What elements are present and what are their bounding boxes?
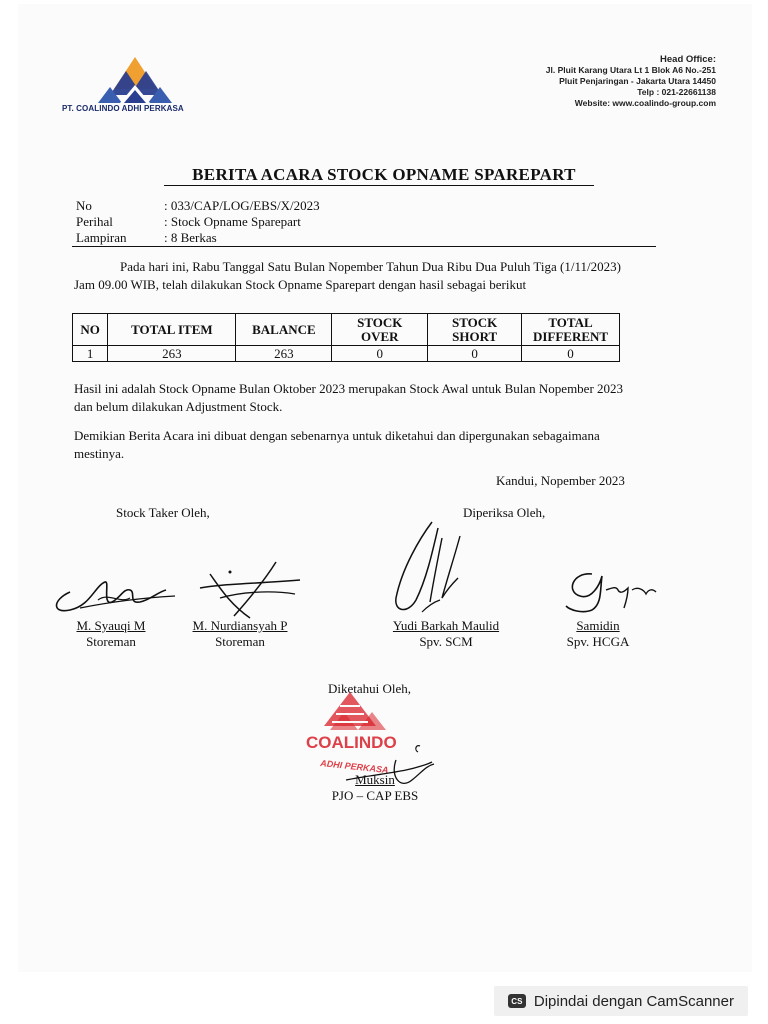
signatory-role: Spv. SCM bbox=[419, 634, 473, 649]
company-logo-icon bbox=[90, 55, 180, 105]
svg-text:ADHI PERKASA: ADHI PERKASA bbox=[319, 758, 389, 776]
column-header-text: STOCK OVER bbox=[357, 314, 403, 344]
address-line: Jl. Pluit Karang Utara Lt 1 Blok A6 No.-251 bbox=[545, 65, 716, 75]
column-header bbox=[332, 314, 428, 346]
checked-by-label: Diperiksa Oleh, bbox=[463, 505, 546, 520]
meta-value: : 8 Berkas bbox=[164, 230, 217, 245]
camscanner-watermark bbox=[494, 986, 748, 1016]
signature-yudi-icon bbox=[386, 518, 476, 618]
head-office-address bbox=[546, 54, 716, 109]
website-line: Website: www.coalindo-group.com bbox=[574, 98, 716, 108]
table-cell: 1 bbox=[73, 346, 108, 362]
stock-taker-label: Stock Taker Oleh, bbox=[116, 505, 210, 520]
closing-line: mestinya. bbox=[74, 445, 125, 461]
meta-no bbox=[76, 198, 320, 214]
title-underline bbox=[164, 185, 594, 186]
signature-nurdiansyah-icon bbox=[190, 558, 310, 622]
address-line: Pluit Penjaringan - Jakarta Utara 14450 bbox=[559, 76, 716, 86]
signatory-name: Samidin bbox=[576, 618, 620, 633]
column-header bbox=[522, 314, 620, 346]
signatory-block bbox=[178, 618, 302, 650]
intro-line: Jam 09.00 WIB, telah dilakukan Stock Opname Sparepart dengan hasil sebagai berikut bbox=[74, 276, 527, 292]
intro-paragraph bbox=[74, 258, 684, 293]
place-date: Kandui, Nopember 2023 bbox=[496, 473, 625, 488]
signature-syauqi-icon bbox=[50, 562, 180, 622]
column-header-text: TOTAL DIFFERENT bbox=[532, 314, 609, 344]
result-paragraph bbox=[74, 380, 684, 415]
signatory-name: Muksin bbox=[355, 772, 395, 787]
column-header bbox=[428, 314, 522, 346]
svg-text:COALINDO: COALINDO bbox=[306, 733, 397, 752]
column-header: BALANCE bbox=[236, 314, 332, 346]
signatory-block bbox=[310, 772, 440, 804]
document-page bbox=[18, 4, 752, 972]
meta-lampiran bbox=[76, 230, 217, 246]
table-row bbox=[73, 346, 620, 362]
result-line: Hasil ini adalah Stock Opname Bulan Oktober 2023 merupakan Stock Awal untuk Bulan Nopember 2023 bbox=[74, 381, 624, 396]
stock-table bbox=[72, 313, 620, 362]
meta-perihal bbox=[76, 214, 301, 230]
signatory-name: M. Syauqi M bbox=[76, 618, 146, 633]
signatory-role: Spv. HCGA bbox=[566, 634, 630, 649]
signatory-role: Storeman bbox=[215, 634, 265, 649]
known-by-label: Diketahui Oleh, bbox=[328, 681, 412, 696]
table-cell: 263 bbox=[108, 346, 236, 362]
column-header-text: STOCK SHORT bbox=[452, 314, 498, 344]
header-divider bbox=[72, 246, 656, 247]
company-name: PT. COALINDO ADHI PERKASA bbox=[62, 104, 184, 113]
table-cell: 0 bbox=[522, 346, 620, 362]
signatory-block bbox=[60, 618, 162, 650]
signatory-name: Yudi Barkah Maulid bbox=[392, 618, 500, 633]
closing-line: Demikian Berita Acara ini dibuat dengan sebenarnya untuk diketahui dan dipergunakan sebagaimana bbox=[74, 428, 600, 443]
signatory-block bbox=[380, 618, 512, 650]
table-cell: 263 bbox=[236, 346, 332, 362]
meta-label: No bbox=[76, 198, 92, 213]
signatory-role: PJO – CAP EBS bbox=[331, 788, 419, 803]
intro-line: Pada hari ini, Rabu Tanggal Satu Bulan Nopember Tahun Dua Ribu Dua Puluh Tiga (1/11/2023) bbox=[120, 259, 621, 274]
document-title: BERITA ACARA STOCK OPNAME SPAREPART bbox=[192, 165, 576, 184]
table-cell: 0 bbox=[428, 346, 522, 362]
meta-label: Lampiran bbox=[76, 230, 127, 245]
meta-value: : Stock Opname Sparepart bbox=[164, 214, 301, 229]
camscanner-icon: CS bbox=[508, 994, 526, 1008]
meta-label: Perihal bbox=[76, 214, 113, 229]
head-office-title: Head Office: bbox=[660, 54, 716, 65]
table-header-row bbox=[73, 314, 620, 346]
column-header: TOTAL ITEM bbox=[108, 314, 236, 346]
watermark-text: Dipindai dengan CamScanner bbox=[533, 992, 734, 1010]
phone-line: Telp : 021-22661138 bbox=[637, 87, 716, 97]
table-cell: 0 bbox=[332, 346, 428, 362]
signatory-block bbox=[550, 618, 646, 650]
meta-value: : 033/CAP/LOG/EBS/X/2023 bbox=[164, 198, 320, 213]
closing-paragraph bbox=[74, 427, 684, 462]
signature-samidin-icon bbox=[562, 564, 662, 620]
result-line: dan belum dilakukan Adjustment Stock. bbox=[74, 398, 283, 414]
column-header: NO bbox=[73, 314, 108, 346]
signatory-role: Storeman bbox=[86, 634, 136, 649]
signatory-name: M. Nurdiansyah P bbox=[192, 618, 288, 633]
